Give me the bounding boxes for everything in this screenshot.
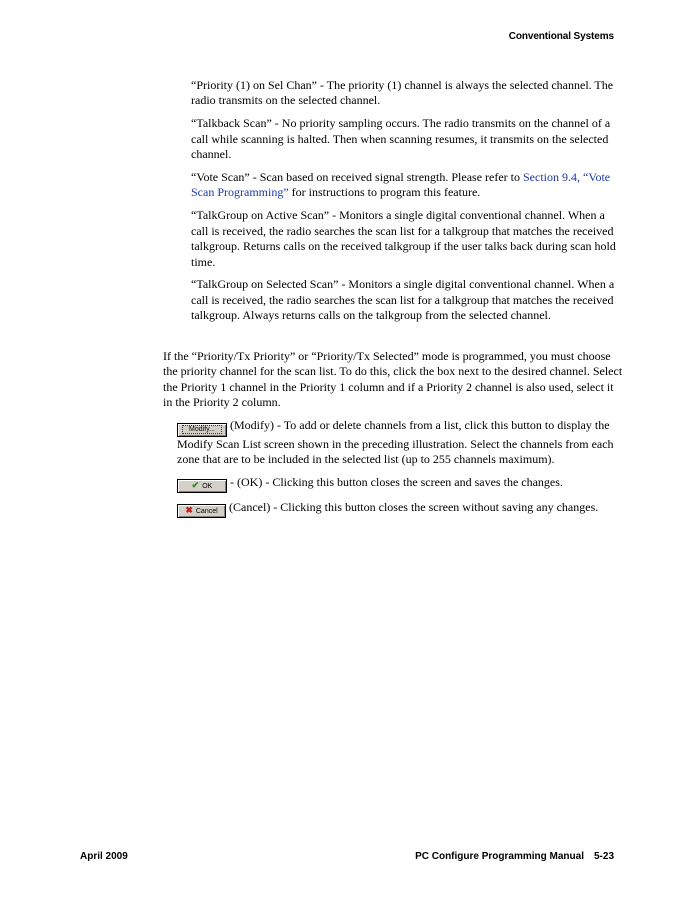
modify-description: (Modify) - To add or delete channels from a list, click this button to display the Modify Scan List screen shown in the preceding illustration. Select the channels from each zone that are to be included in the selected list (up to 255 channels maximum). — [177, 418, 614, 467]
bullet-vote-scan — [191, 170, 621, 201]
button-descriptions — [177, 418, 622, 525]
cancel-button[interactable] — [177, 504, 226, 518]
ok-button-label: OK — [202, 482, 213, 490]
running-header: Conventional Systems — [508, 31, 614, 42]
footer-manual-title: PC Configure Programming Manual — [415, 851, 584, 862]
ok-row — [177, 475, 622, 493]
modify-button-label: Modify... — [182, 425, 222, 434]
bullet-talkback-scan: “Talkback Scan” - No priority sampling occurs. The radio transmits on the channel of a call while scanning is halted. Then when scanning resumes, it transmits on the selected channel. — [191, 116, 611, 162]
vote-scan-suffix: for instructions to program this feature. — [288, 185, 481, 200]
modify-row — [177, 418, 622, 468]
priority-channel-paragraph — [163, 349, 623, 411]
bullet-priority-sel-chan: “Priority (1) on Sel Chan” - The priority (1) channel is always the selected channel. The radio transmits on the selected channel. — [191, 78, 614, 108]
cancel-row — [177, 500, 622, 518]
page-number: 5-23 — [593, 851, 614, 862]
footer-date: April 2009 — [80, 851, 128, 862]
scan-mode-descriptions — [191, 78, 621, 331]
modify-button[interactable] — [177, 423, 227, 437]
ok-button[interactable] — [177, 479, 227, 493]
bullet-talkgroup-selected-scan: “TalkGroup on Selected Scan” - Monitors a single digital conventional channel. When a call is received, the radio searches the scan list for a talkgroup that matches the received talkgroup. Always returns calls on the talkgroup from the selected channel. — [191, 277, 615, 323]
cancel-button-label: Cancel — [195, 507, 218, 515]
priority-paragraph-text: If the “Priority/Tx Priority” or “Priority/Tx Selected” mode is programmed, you must choose the priority channel for the scan list. To do this, click the box next to the desired channel. Select the Priority 1 channel in the Priority 1 column and if a Priority 2 channel is also used, select it in the Priority 2 column. — [163, 349, 623, 410]
cancel-description: (Cancel) - Clicking this button closes the screen without saving any changes. — [226, 499, 599, 514]
bullet-talkgroup-active-scan: “TalkGroup on Active Scan” - Monitors a single digital conventional channel. When a call is received, the radio searches the scan list for a talkgroup that matches the received talkgroup. Returns calls on the received talkgroup if the user talks back during scan hold time. — [191, 208, 616, 269]
check-icon: ✔ — [191, 479, 200, 490]
x-icon: ✖ — [185, 504, 193, 515]
vote-scan-prefix: “Vote Scan” - Scan based on received signal strength. Please refer to — [191, 170, 523, 185]
ok-description: - (OK) - Clicking this button closes the screen and saves the changes. — [227, 474, 563, 489]
section-9-4-link[interactable]: Section 9.4, “Vote Scan Programming” — [191, 170, 611, 200]
footer-right — [415, 851, 614, 862]
